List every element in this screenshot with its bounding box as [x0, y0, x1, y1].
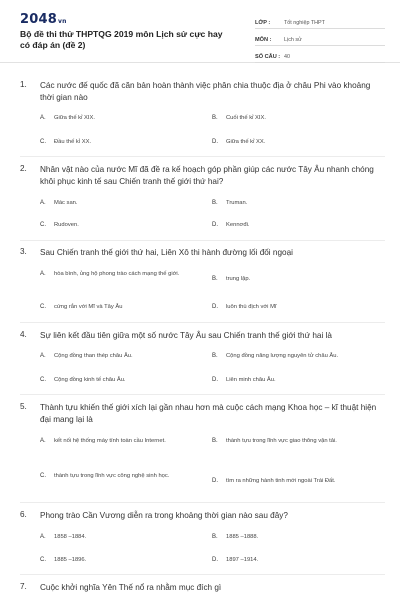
option-text: Giữa thế kỉ XX. — [226, 139, 266, 145]
option-5c[interactable] — [40, 472, 194, 481]
option-text: hòa bình, ủng hộ phong trào cách mạng thế giới. — [54, 271, 180, 277]
option-text: 1897 –1914. — [226, 557, 259, 563]
option-text: Cộng đồng than thép châu Âu. — [54, 353, 133, 359]
option-letter: A. — [40, 271, 46, 278]
option-letter: D. — [212, 139, 218, 146]
option-text: Cuối thế kỉ XIX. — [226, 115, 266, 121]
option-letter: A. — [40, 353, 46, 360]
option-6a[interactable] — [40, 533, 86, 542]
meta-row-count — [255, 48, 385, 63]
option-text: Liên minh châu Âu. — [226, 377, 276, 383]
question-number: 3. — [20, 247, 27, 256]
option-text: thành tựu trong lĩnh vực công nghệ sinh học. — [54, 473, 170, 479]
option-6c[interactable] — [40, 556, 86, 565]
option-text: Đầu thế kỉ XX. — [54, 139, 92, 145]
question-number: 6. — [20, 510, 27, 519]
question-text: Thành tựu khiến thế giới xích lại gần nhau hơn mà cuộc cách mạng Khoa học – kĩ thuật hiện đại mang lại là — [40, 403, 377, 424]
option-letter: C. — [40, 377, 46, 384]
option-5b[interactable] — [212, 437, 381, 446]
logo-suffix: vn — [57, 18, 67, 25]
option-letter: D. — [212, 478, 218, 485]
option-text: Rudoven. — [54, 222, 79, 228]
meta-label: LỚP : — [255, 20, 271, 26]
question-number: 4. — [20, 330, 27, 339]
option-text: cứng rắn với Mĩ và Tây Âu — [54, 304, 123, 310]
option-letter: B. — [212, 276, 218, 283]
question-text: Nhân vật nào của nước Mĩ đã đề ra kế hoạch góp phần giúp các nước Tây Âu nhanh chóng khôi phục kinh tế sau Chiến tranh thế giới thứ hai? — [40, 165, 374, 186]
option-text: 1885 –1888. — [226, 534, 259, 540]
option-text: trung lập. — [226, 276, 251, 282]
option-4a[interactable] — [40, 352, 133, 361]
option-letter: D. — [212, 377, 218, 384]
question-number: 5. — [20, 402, 27, 411]
option-2d[interactable] — [212, 221, 249, 230]
question-number: 7. — [20, 582, 27, 591]
option-letter: B. — [212, 353, 218, 360]
option-4d[interactable] — [212, 376, 276, 385]
option-text: luôn thù địch với Mĩ — [226, 304, 277, 310]
option-letter: A. — [40, 200, 46, 207]
option-text: 1885 –1896. — [54, 557, 87, 563]
option-text: Cộng đồng kinh tế châu Âu. — [54, 377, 126, 383]
option-3c[interactable] — [40, 303, 122, 312]
option-3d[interactable] — [212, 303, 277, 312]
option-letter: D. — [212, 304, 218, 311]
option-6d[interactable] — [212, 556, 258, 565]
option-text: Cộng đồng năng lượng nguyên tử châu Âu. — [226, 353, 339, 359]
option-1d[interactable] — [212, 138, 265, 147]
option-5a[interactable] — [40, 437, 194, 446]
option-text: Truman. — [226, 200, 248, 206]
option-1b[interactable] — [212, 114, 266, 123]
divider — [20, 322, 385, 323]
option-text: tìm ra những hành tinh mới ngoài Trái Đất. — [226, 478, 336, 484]
option-letter: B. — [212, 200, 218, 207]
option-letter: A. — [40, 115, 46, 122]
option-text: Kennơđi. — [226, 222, 250, 228]
meta-row-class — [255, 14, 385, 29]
meta-label: SỐ CÂU : — [255, 54, 281, 60]
question-number: 2. — [20, 164, 27, 173]
option-text: 1858 –1884. — [54, 534, 87, 540]
option-text: Mác san. — [54, 200, 78, 206]
meta-value: Lịch sử — [284, 37, 302, 43]
divider — [20, 156, 385, 157]
divider — [20, 502, 385, 503]
option-text: thành tựu trong lĩnh vực giao thông vận tải. — [226, 438, 337, 444]
option-letter: B. — [212, 534, 218, 541]
divider — [20, 240, 385, 241]
question-number: 1. — [20, 80, 27, 89]
meta-label: MÔN : — [255, 37, 272, 43]
option-1c[interactable] — [40, 138, 91, 147]
question-text: Các nước đế quốc đã căn bản hoàn thành việc phân chia thuộc địa ở châu Phi vào khoảng thời gian nào — [40, 81, 371, 102]
question-text: Cuộc khởi nghĩa Yên Thế nổ ra nhằm mục đích gì — [40, 583, 222, 592]
option-letter: A. — [40, 438, 46, 445]
option-2b[interactable] — [212, 199, 247, 208]
option-2a[interactable] — [40, 199, 78, 208]
option-text: Giữa thế kỉ XIX. — [54, 115, 95, 121]
option-1a[interactable] — [40, 114, 95, 123]
option-letter: D. — [212, 557, 218, 564]
option-letter: C. — [40, 557, 46, 564]
meta-row-subject — [255, 31, 385, 46]
document-title: Bộ đề thi thử THPTQG 2019 môn Lịch sử cực hay có đáp án (đề 2) — [20, 29, 223, 50]
option-letter: B. — [212, 438, 218, 445]
meta-value: Tốt nghiệp THPT — [284, 20, 325, 26]
option-letter: C. — [40, 222, 46, 229]
question-text: Sau Chiến tranh thế giới thứ hai, Liên Xô thi hành đường lối đối ngoại — [40, 248, 293, 257]
question-text: Phong trào Cần Vương diễn ra trong khoảng thời gian nào sau đây? — [40, 511, 288, 520]
option-letter: C. — [40, 304, 46, 311]
exam-meta — [255, 14, 385, 65]
option-letter: A. — [40, 534, 46, 541]
option-4b[interactable] — [212, 352, 338, 361]
option-letter: D. — [212, 222, 218, 229]
option-5d[interactable] — [212, 477, 336, 486]
option-letter: C. — [40, 473, 46, 480]
option-4c[interactable] — [40, 376, 126, 385]
option-3a[interactable] — [40, 270, 199, 279]
page-header — [0, 0, 400, 63]
divider — [20, 394, 385, 395]
question-text: Sự liên kết đầu tiên giữa một số nước Tây Âu sau Chiến tranh thế giới thứ hai là — [40, 331, 332, 340]
option-6b[interactable] — [212, 533, 258, 542]
option-letter: C. — [40, 139, 46, 146]
option-letter: B. — [212, 115, 218, 122]
option-text: kết nối hệ thống máy tính toàn cầu Internet. — [54, 438, 166, 444]
logo-text: 2048 — [20, 12, 57, 27]
option-3b[interactable] — [212, 275, 250, 284]
option-2c[interactable] — [40, 221, 79, 230]
site-logo[interactable] — [20, 12, 67, 27]
meta-value: 40 — [284, 54, 290, 60]
divider — [20, 574, 385, 575]
